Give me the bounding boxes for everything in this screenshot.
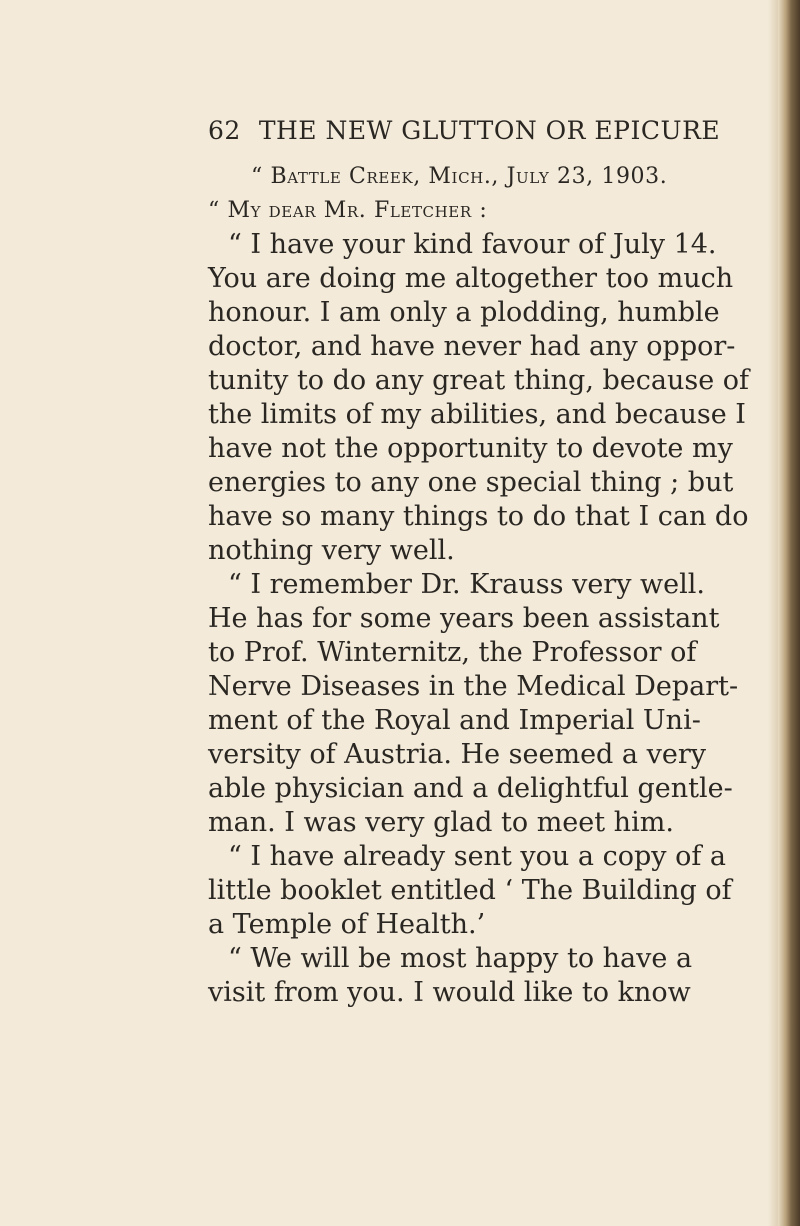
text-line: the limits of my abilities, and because I [208,399,746,430]
text-line: able physician and a delightful gentle- [208,773,733,804]
text-line: Nerve Diseases in the Medical Depart- [208,671,739,702]
page-gutter-shadow [768,0,778,1226]
letter-salutation: “ My dear Mr. Fletcher : [208,198,488,223]
text-line: “ I have already sent you a copy of a [228,841,727,872]
text-line: doctor, and have never had any oppor- [208,331,736,362]
running-title: THE NEW GLUTTON OR EPICURE [258,116,721,145]
text-line: have not the opportunity to devote my [208,433,733,464]
letter-dateline: “ Battle Creek, Mich., July 23, 1903. [251,164,668,189]
text-line: energies to any one special thing ; but [208,467,734,498]
text-line: have so many things to do that I can do [208,501,749,532]
text-line: a Temple of Health.’ [208,909,486,940]
text-line: little booklet entitled ‘ The Building of [208,875,732,906]
text-line: “ I have your kind favour of July 14. [228,229,717,260]
text-line: You are doing me altogether too much [208,263,734,294]
text-line: nothing very well. [208,535,455,566]
text-line: “ We will be most happy to have a [228,943,693,974]
text-line: tunity to do any great thing, because of [208,365,750,396]
book-page-edge [778,0,800,1226]
text-line: versity of Austria. He seemed a very [208,739,706,770]
text-line: “ I remember Dr. Krauss very well. [228,569,705,600]
text-line: ment of the Royal and Imperial Uni- [208,705,701,736]
text-line: He has for some years been assistant [208,603,720,634]
text-line: honour. I am only a plodding, humble [208,297,720,328]
text-line: man. I was very glad to meet him. [208,807,674,838]
text-line: visit from you. I would like to know [208,977,691,1008]
page-number: 62 [208,116,241,145]
text-line: to Prof. Winternitz, the Professor of [208,637,697,668]
running-header [208,116,720,145]
